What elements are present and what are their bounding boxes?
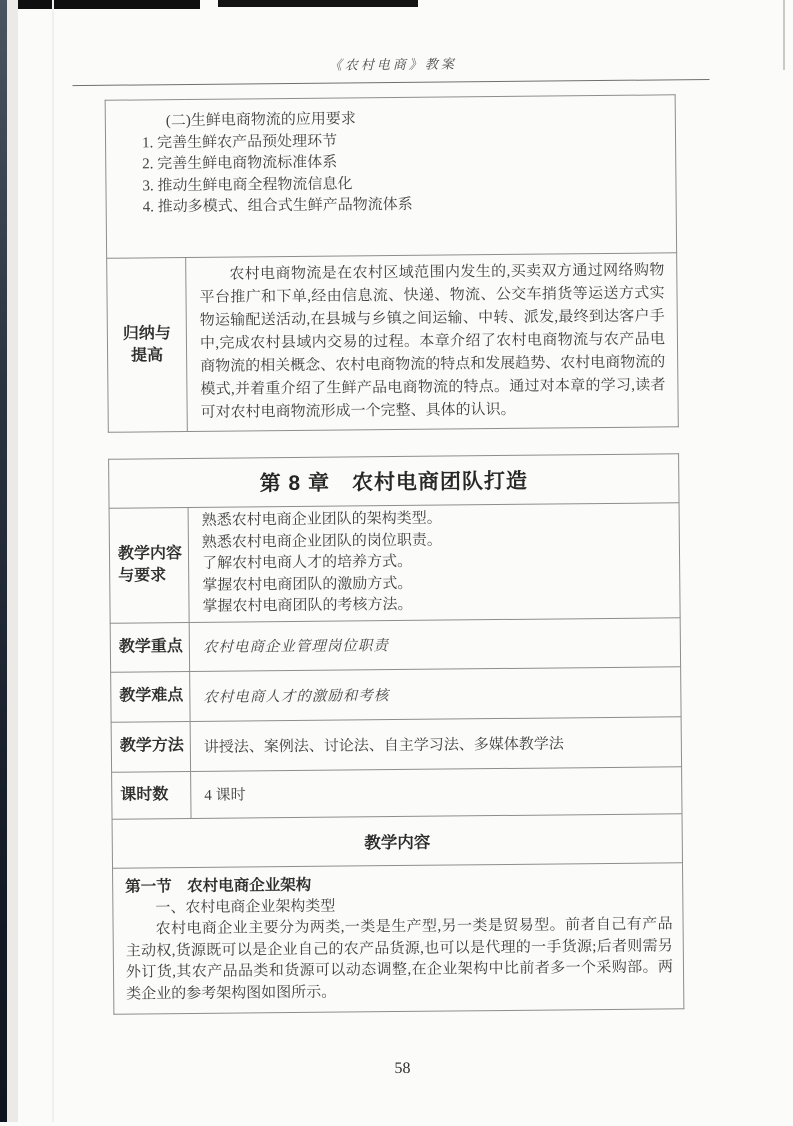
teaching-content-header: 教学内容 [112,814,682,868]
table-row [111,717,681,772]
table-row [109,503,680,623]
application-requirements-cell [105,95,677,258]
requirements-label-line: 与要求 [118,567,167,585]
table-row [111,667,681,722]
application-item: 2. 完善生鲜电商物流标准体系 [142,154,338,173]
application-item: 4. 推动多模式、组合式生鲜产品物流体系 [142,197,413,216]
header-rule [72,79,709,86]
application-item: 3. 推动生鲜电商全程物流信息化 [142,176,353,195]
summary-text: 农村电商物流是在农村区域范围内发生的,买卖双方通过网络购物平台推广和下单,经由信息流、快递、物流、公交车捎货等运送方式实物运输配送活动,在县城与乡镇之间运输、中转、派发,最终到达客户手中,完成农村县域内交易的过程。本章介绍了农村电商物流与农产品电商物流的相关概念、农村电商物流的特点和发展趋势、农村电商物流的模式,并着重介绍了生鲜产品电商物流的特点。通过对本章的学习,读者可对农村电商物流形成一个完整、具体的认识。 [199,262,666,421]
requirements-label-line: 教学内容 [117,545,183,563]
page-header-title: 《农村电商》教案 [328,56,457,73]
requirement-line: 熟悉农村电商企业团队的岗位职责。 [201,532,442,551]
table-row [113,863,684,1014]
summary-label-line: 归纳与 [122,324,171,343]
summary-table [105,94,679,432]
page-number: 58 [394,1059,411,1078]
body-paragraph: 农村电商企业主要分为两类,一类是生产型,另一类是贸易型。前者自己有产品主动权,货源既可以是企业自己的农产品货源,也可以是代理的一手货源;后者则需另外订货,其农产品品类和货源可以动态调整,在企业架构中比前者多一个采购部。两类企业的参考架构图如图所示。 [125,916,674,1003]
table-row [109,454,679,508]
requirement-line: 熟悉农村电商企业团队的架构类型。 [201,510,442,529]
section-title: 第一节 农村电商企业架构 [125,876,312,896]
requirements-label-cell [109,508,189,624]
table-row [105,95,677,258]
class-hours-label: 课时数 [112,771,191,819]
teaching-content-cell [113,863,684,1014]
difficulties-label: 教学难点 [111,671,190,722]
class-hours-value: 4 课时 [191,767,682,819]
requirement-line: 了解农村电商人才的培养方式。 [202,554,413,573]
key-points-label: 教学重点 [110,622,189,672]
table-row [110,618,680,672]
summary-label-cell [107,258,188,433]
methods-value: 讲授法、案例法、讨论法、自主学习法、多媒体教学法 [190,717,681,772]
chapter-title: 第 8 章 农村电商团队打造 [109,454,679,508]
requirements-value-cell [188,503,680,623]
chapter-table [108,453,684,1014]
application-item: 1. 完善生鲜农产品预处理环节 [141,133,338,152]
key-points-value: 农村电商企业管理岗位职责 [189,618,680,672]
requirement-line: 掌握农村电商团队的激励方式。 [202,575,413,594]
summary-text-cell [186,253,679,432]
difficulties-value: 农村电商人才的激励和考核 [190,667,681,722]
summary-label-line: 提高 [130,346,164,365]
subsection-title: 一、农村电商企业架构类型 [155,898,336,916]
table-row [112,767,682,819]
requirement-line: 掌握农村电商团队的考核方法。 [202,597,413,616]
methods-label: 教学方法 [111,721,190,772]
application-heading: (二)生鲜电商物流的应用要求 [165,111,356,130]
table-row [107,253,679,432]
table-row [112,814,682,868]
